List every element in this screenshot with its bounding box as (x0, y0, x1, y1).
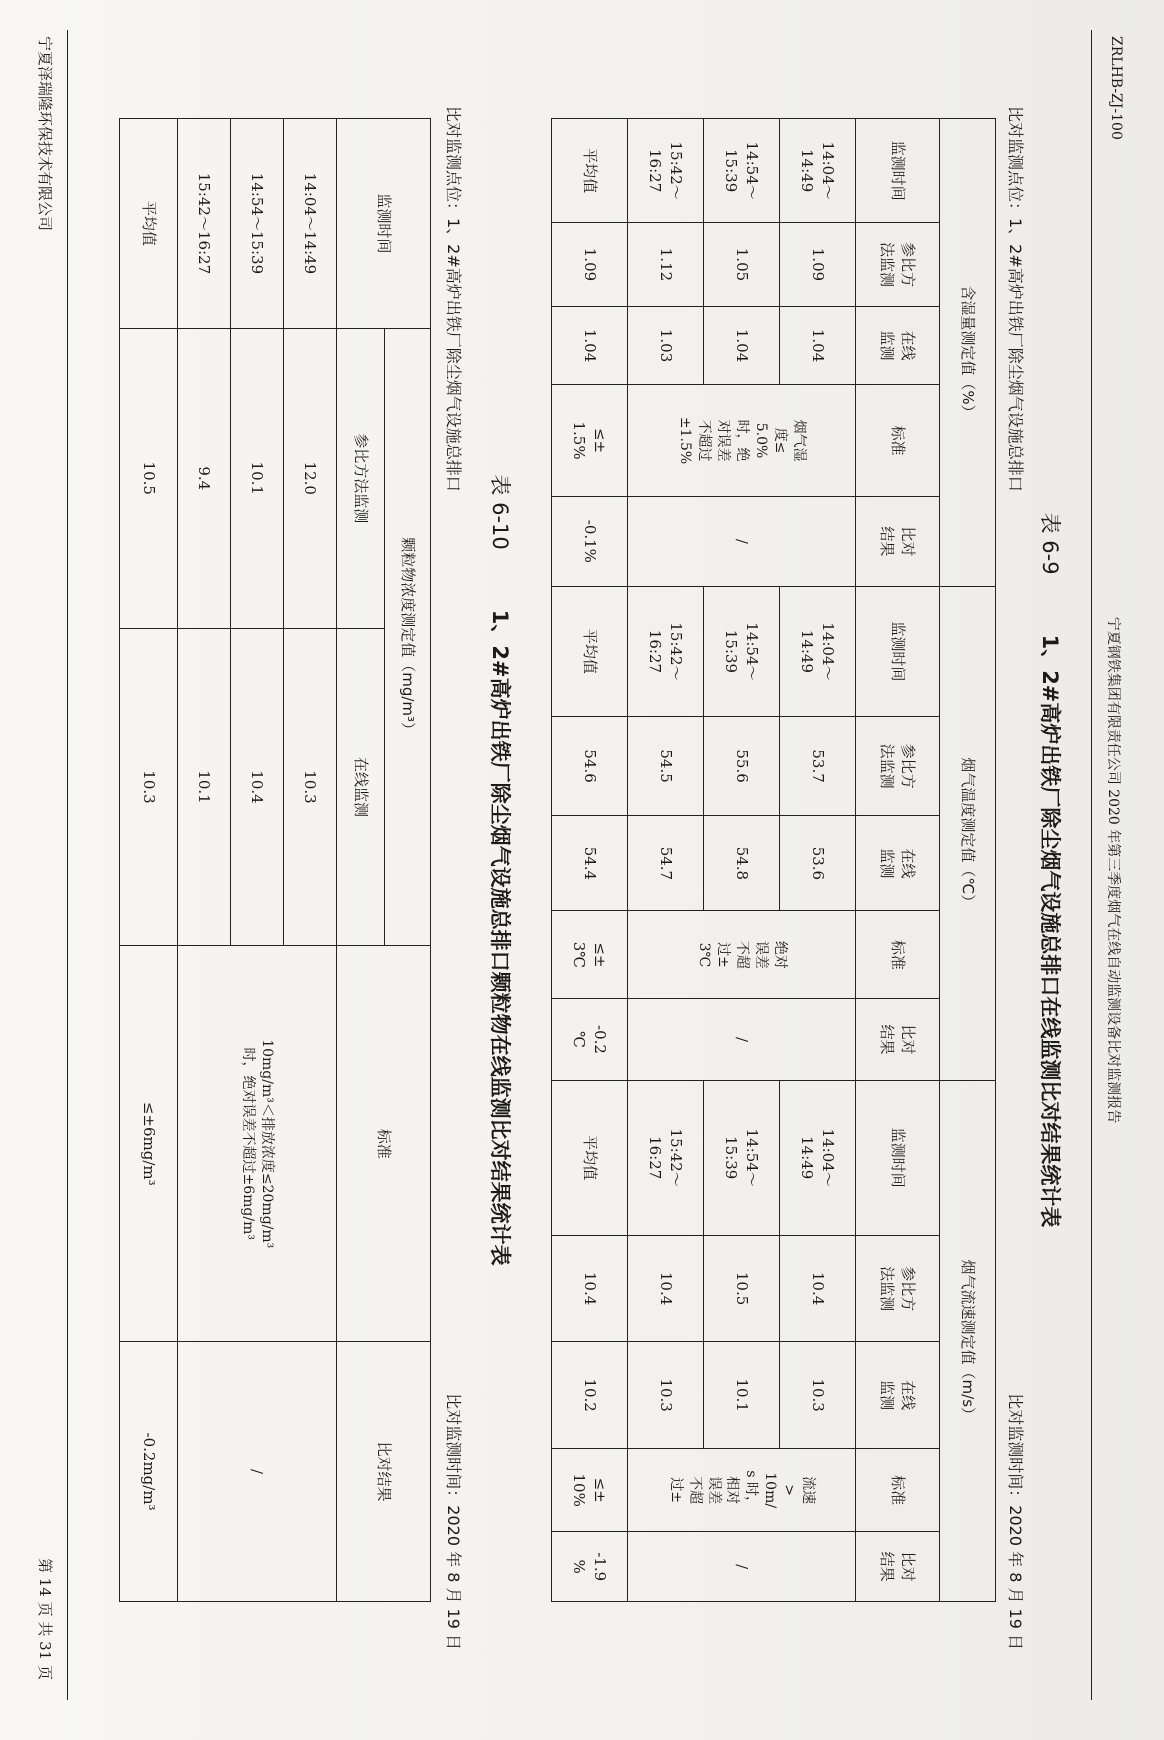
cell-avg-label: 平均值 (552, 587, 628, 717)
cell-avg-flow-online: 10.2 (552, 1342, 628, 1449)
cell-time: 15:42～16:27 (178, 119, 231, 329)
cell-time: 14:04～ 14:49 (780, 1080, 856, 1235)
col-header-result: 比对 结果 (856, 999, 940, 1080)
cell-avg-flow-ref: 10.4 (552, 1235, 628, 1342)
col-header-online: 在线监测 (337, 628, 385, 946)
col-header-online: 在线 监测 (856, 1342, 940, 1449)
cell-hum-ref: 1.09 (780, 223, 856, 306)
col-header-result: 比对 结果 (856, 496, 940, 586)
col-header-time: 监测时间 (856, 587, 940, 717)
col-header-ref: 参比方 法监测 (856, 223, 940, 306)
cell-avg-standard: ≤±6mg/m³ (120, 946, 178, 1342)
table-6-10-title-text: 1、2#高炉出铁厂除尘烟气设施总排口颗粒物在线监测比对结果统计表 (488, 609, 512, 1266)
footer-company: 宁夏泽瑞隆环保技术有限公司 (36, 36, 54, 232)
table-6-10-title (486, 0, 516, 1740)
particulate-group-header: 颗粒物浓度测定值（mg/m³） (385, 328, 431, 946)
cell-time: 15:42～ 16:27 (628, 119, 704, 223)
cell-hum-online: 1.03 (628, 306, 704, 385)
col-header-time: 监测时间 (856, 1080, 940, 1235)
cell-avg-hum-ref: 1.09 (552, 223, 628, 306)
cell-hum-result: / (628, 496, 856, 586)
cell-temp-ref: 55.6 (704, 716, 780, 816)
cell-avg-hum-standard: ≤± 1.5% (552, 385, 628, 496)
table-6-10 (119, 118, 431, 1602)
table-row (856, 119, 940, 1602)
cell-ref: 9.4 (178, 328, 231, 628)
cell-online: 10.1 (178, 628, 231, 946)
table-6-10-point: 比对监测点位：1、2#高炉出铁厂除尘烟气设施总排口 (444, 106, 463, 492)
table-row (940, 119, 996, 1602)
col-header-result: 比对 结果 (856, 1532, 940, 1602)
cell-avg-temp-ref: 54.6 (552, 716, 628, 816)
table-6-9-title (1036, 0, 1066, 1740)
col-header-standard: 标准 (856, 385, 940, 496)
cell-flow-ref: 10.4 (628, 1235, 704, 1342)
table-6-9-time: 比对监测时间：2020 年 8 月 19 日 (1006, 1393, 1025, 1650)
cell-avg-ref: 10.5 (120, 328, 178, 628)
cell-hum-ref: 1.12 (628, 223, 704, 306)
cell-flow-ref: 10.5 (704, 1235, 780, 1342)
flow-group-header: 烟气流速测定值（m/s） (940, 1080, 996, 1601)
table-6-9-number: 表 6-9 (1038, 512, 1062, 575)
table-6-9-title-text: 1、2#高炉出铁厂除尘烟气设施总排口在线监测比对结果统计表 (1038, 634, 1062, 1228)
cell-avg-label: 平均值 (552, 1080, 628, 1235)
cell-online: 10.3 (284, 628, 337, 946)
cell-flow-ref: 10.4 (780, 1235, 856, 1342)
table-6-9-point: 比对监测点位：1、2#高炉出铁厂除尘烟气设施总排口 (1006, 106, 1025, 492)
cell-flow-online: 10.3 (780, 1342, 856, 1449)
cell-hum-online: 1.04 (780, 306, 856, 385)
cell-avg-hum-online: 1.04 (552, 306, 628, 385)
cell-avg-temp-standard: ≤± 3℃ (552, 911, 628, 999)
cell-hum-online: 1.04 (704, 306, 780, 385)
cell-hum-standard: 烟气湿 度≤ 5.0% 时，绝 对误差 不超过 ±1.5% (628, 385, 856, 496)
col-header-ref: 参比方法监测 (337, 328, 385, 628)
col-header-standard: 标准 (856, 911, 940, 999)
cell-avg-label: 平均值 (120, 119, 178, 329)
cell-avg-flow-standard: ≤± 10% (552, 1448, 628, 1531)
report-title: 宁夏钢铁集团有限责任公司 2020 年第三季度烟气在线自动监测设备比对监测报告 (1105, 616, 1121, 1124)
table-6-10-time: 比对监测时间：2020 年 8 月 19 日 (444, 1393, 463, 1650)
cell-avg-label: 平均值 (552, 119, 628, 223)
cell-online: 10.4 (231, 628, 284, 946)
page-number: 第 14 页 共 31 页 (36, 1557, 54, 1680)
cell-flow-result: / (628, 1532, 856, 1602)
table-row-average (552, 119, 628, 1602)
cell-temp-online: 54.8 (704, 816, 780, 911)
cell-time: 15:42～ 16:27 (628, 1080, 704, 1235)
cell-temp-standard: 绝对 误差 不超 过± 3℃ (628, 911, 856, 999)
cell-time: 14:54～ 15:39 (704, 1080, 780, 1235)
humidity-group-header: 含湿量测定值（%） (940, 119, 996, 587)
cell-avg-online: 10.3 (120, 628, 178, 946)
table-row (284, 119, 337, 1602)
cell-flow-online: 10.3 (628, 1342, 704, 1449)
table-row-average (120, 119, 178, 1602)
table-row (385, 119, 431, 1602)
table-6-10-number: 表 6-10 (488, 474, 512, 550)
header-rule (1091, 30, 1092, 1700)
cell-avg-temp-result: -0.2 ℃ (552, 999, 628, 1080)
col-header-time: 监测时间 (337, 119, 431, 329)
cell-time: 14:04～14:49 (284, 119, 337, 329)
table-row (628, 119, 704, 1602)
col-header-ref: 参比方 法监测 (856, 716, 940, 816)
cell-temp-ref: 54.5 (628, 716, 704, 816)
cell-time: 14:54～ 15:39 (704, 119, 780, 223)
col-header-time: 监测时间 (856, 119, 940, 223)
table-row (780, 119, 856, 1602)
table-row (704, 119, 780, 1602)
col-header-ref: 参比方 法监测 (856, 1235, 940, 1342)
cell-time: 14:54～ 15:39 (704, 587, 780, 717)
doc-code: ZRLHB-ZJ-100 (1108, 36, 1124, 140)
col-header-standard: 标准 (856, 1448, 940, 1531)
col-header-online: 在线 监测 (856, 816, 940, 911)
cell-standard: 10mg/m³＜排放浓度≤20mg/m³ 时，绝对误差不超过±6mg/m³ (178, 946, 337, 1342)
cell-hum-ref: 1.05 (704, 223, 780, 306)
cell-avg-hum-result: -0.1% (552, 496, 628, 586)
cell-time: 14:54～15:39 (231, 119, 284, 329)
col-header-result: 比对结果 (337, 1342, 431, 1602)
table-6-9 (551, 118, 996, 1602)
cell-time: 14:04～ 14:49 (780, 119, 856, 223)
col-header-standard: 标准 (337, 946, 431, 1342)
table-6-10-meta (443, 106, 466, 1650)
cell-temp-result: / (628, 999, 856, 1080)
cell-result: / (178, 1342, 337, 1602)
cell-flow-standard: 流速 > 10m/ s 时， 相对 误差 不超 过± (628, 1448, 856, 1531)
cell-temp-ref: 53.7 (780, 716, 856, 816)
footer-rule (67, 30, 68, 1700)
cell-ref: 10.1 (231, 328, 284, 628)
cell-avg-flow-result: -1.9 % (552, 1532, 628, 1602)
cell-avg-result: -0.2mg/m³ (120, 1342, 178, 1602)
cell-flow-online: 10.1 (704, 1342, 780, 1449)
cell-time: 15:42～ 16:27 (628, 587, 704, 717)
table-6-9-meta (1005, 106, 1028, 1650)
cell-temp-online: 54.7 (628, 816, 704, 911)
cell-time: 14:04～ 14:49 (780, 587, 856, 717)
col-header-online: 在线 监测 (856, 306, 940, 385)
cell-avg-temp-online: 54.4 (552, 816, 628, 911)
temp-group-header: 烟气温度测定值（℃） (940, 587, 996, 1081)
cell-temp-online: 53.6 (780, 816, 856, 911)
cell-ref: 12.0 (284, 328, 337, 628)
